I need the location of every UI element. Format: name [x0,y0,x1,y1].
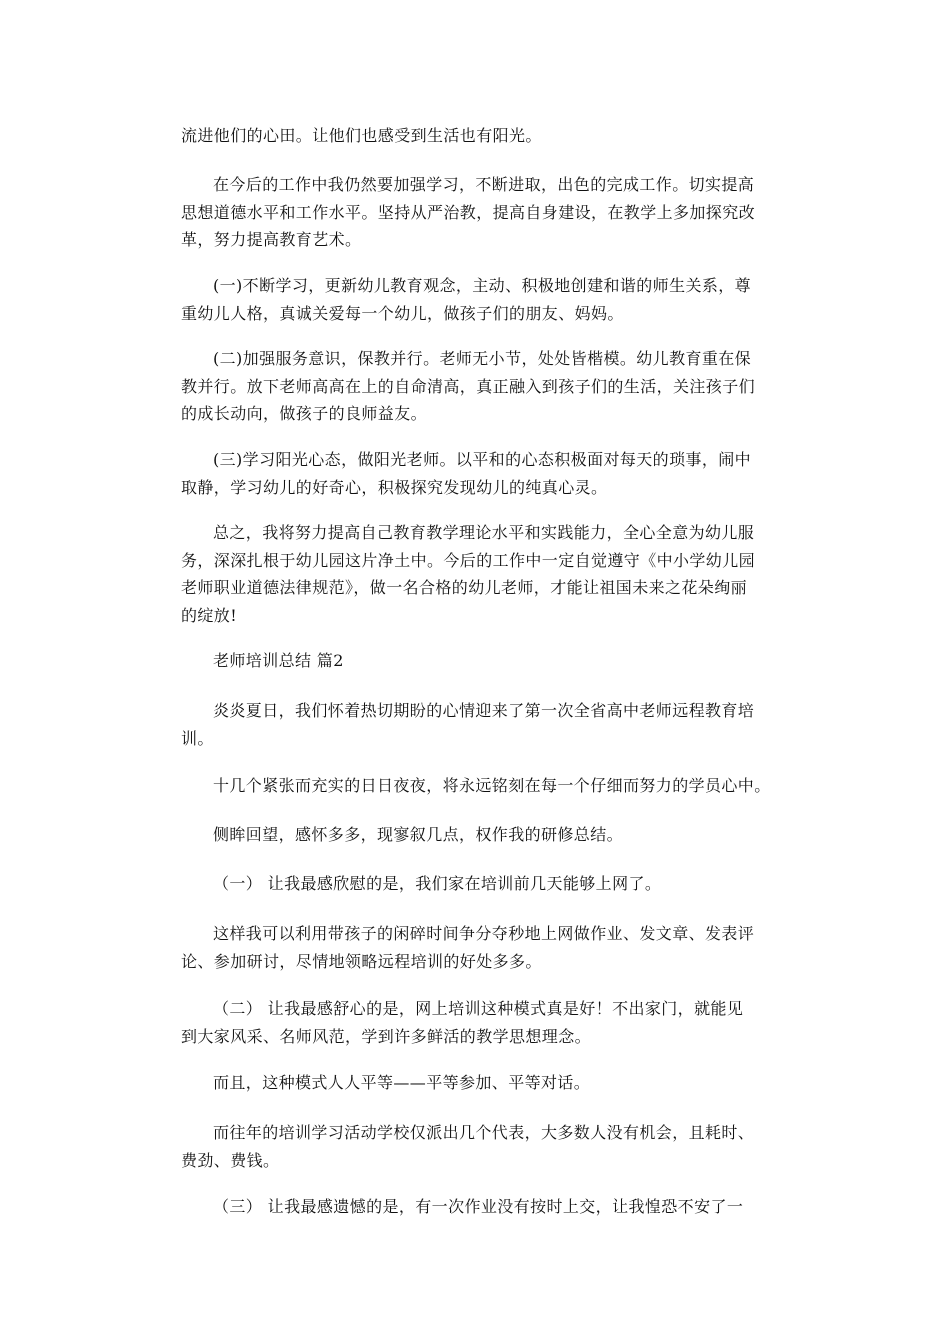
text-line: 的成长动向，做孩子的良师益友。 [181,404,428,423]
paragraph-4 [181,345,771,428]
text-line: 在今后的工作中我仍然要加强学习，不断进取，出色的完成工作。切实提高 [213,175,755,194]
text-line: 炎炎夏日，我们怀着热切期盼的心情迎来了第一次全省高中老师远程教育培 [213,701,755,720]
paragraph-13 [181,1069,771,1097]
text-line: 而往年的培训学习活动学校仅派出几个代表，大多数人没有机会，且耗时、 [213,1123,755,1142]
paragraph-1 [181,122,771,150]
paragraph-6 [181,519,771,629]
text-line: 十几个紧张而充实的日日夜夜，将永远铭刻在每一个仔细而努力的学员心中。 [213,776,771,795]
text-line: （二） 让我最感舒心的是，网上培训这种模式真是好！不出家门，就能见 [213,999,744,1018]
text-line: 费劲、费钱。 [181,1150,280,1170]
paragraph-15 [181,1193,771,1221]
paragraph-10 [181,870,771,898]
text-line: 思想道德水平和工作水平。坚持从严治教，提高自身建设，在教学上多加探究改 [181,202,756,222]
text-line: 务，深深扎根于幼儿园这片净土中。今后的工作中一定自觉遵守《中小学幼儿园 [181,550,756,570]
paragraph-3 [181,272,771,327]
text-line: 流进他们的心田。让他们也感受到生活也有阳光。 [181,126,542,145]
text-line: 革，努力提高教育艺术。 [181,230,362,249]
text-line: 总之，我将努力提高自己教育教学理论水平和实践能力，全心全意为幼儿服 [213,523,755,542]
paragraph-5 [181,446,771,501]
text-line: 到大家风采、名师风范，学到许多鲜活的教学思想理念。 [181,1026,592,1046]
paragraph-7 [181,697,771,752]
paragraph-9 [181,821,771,849]
text-line: 论、参加研讨，尽情地领略远程培训的好处多多。 [181,951,542,971]
text-line: (三)学习阳光心态，做阳光老师。以平和的心态积极面对每天的琐事，闹中 [213,450,752,469]
section-heading [181,647,771,675]
text-line: 侧眸回望，感怀多多，现寥叙几点，权作我的研修总结。 [213,825,624,844]
text-line: 老师职业道德法律规范》，做一名合格的幼儿老师，才能让祖国未来之花朵绚丽 [181,578,748,597]
text-line: 取静，学习幼儿的好奇心，积极探究发现幼儿的纯真心灵。 [181,477,608,497]
text-line: (一)不断学习，更新幼儿教育观念，主动、积极地创建和谐的师生关系，尊 [213,276,752,295]
text-line: 这样我可以利用带孩子的闲碎时间争分夺秒地上网做作业、发文章、发表评 [213,924,755,943]
text-line: （三） 让我最感遗憾的是，有一次作业没有按时上交，让我惶恐不安了一 [213,1197,744,1216]
paragraph-14 [181,1119,771,1174]
text-line: (二)加强服务意识，保教并行。老师无小节，处处皆楷模。幼儿教育重在保 [213,349,752,368]
paragraph-12 [181,995,771,1050]
heading-text: 老师培训总结 篇2 [213,651,344,670]
text-line: 教并行。放下老师高高在上的自命清高，真正融入到孩子们的生活，关注孩子们 [181,376,756,396]
text-line: 训。 [181,728,214,748]
text-line: （一） 让我最感欣慰的是，我们家在培训前几天能够上网了。 [213,874,662,893]
paragraph-11 [181,920,771,975]
paragraph-2 [181,171,771,254]
paragraph-8 [181,772,771,800]
text-line: 重幼儿人格，真诚关爱每一个幼儿，做孩子们的朋友、妈妈。 [181,303,624,323]
text-line: 的绽放! [181,605,238,625]
text-line: 而且，这种模式人人平等——平等参加、平等对话。 [213,1073,591,1092]
